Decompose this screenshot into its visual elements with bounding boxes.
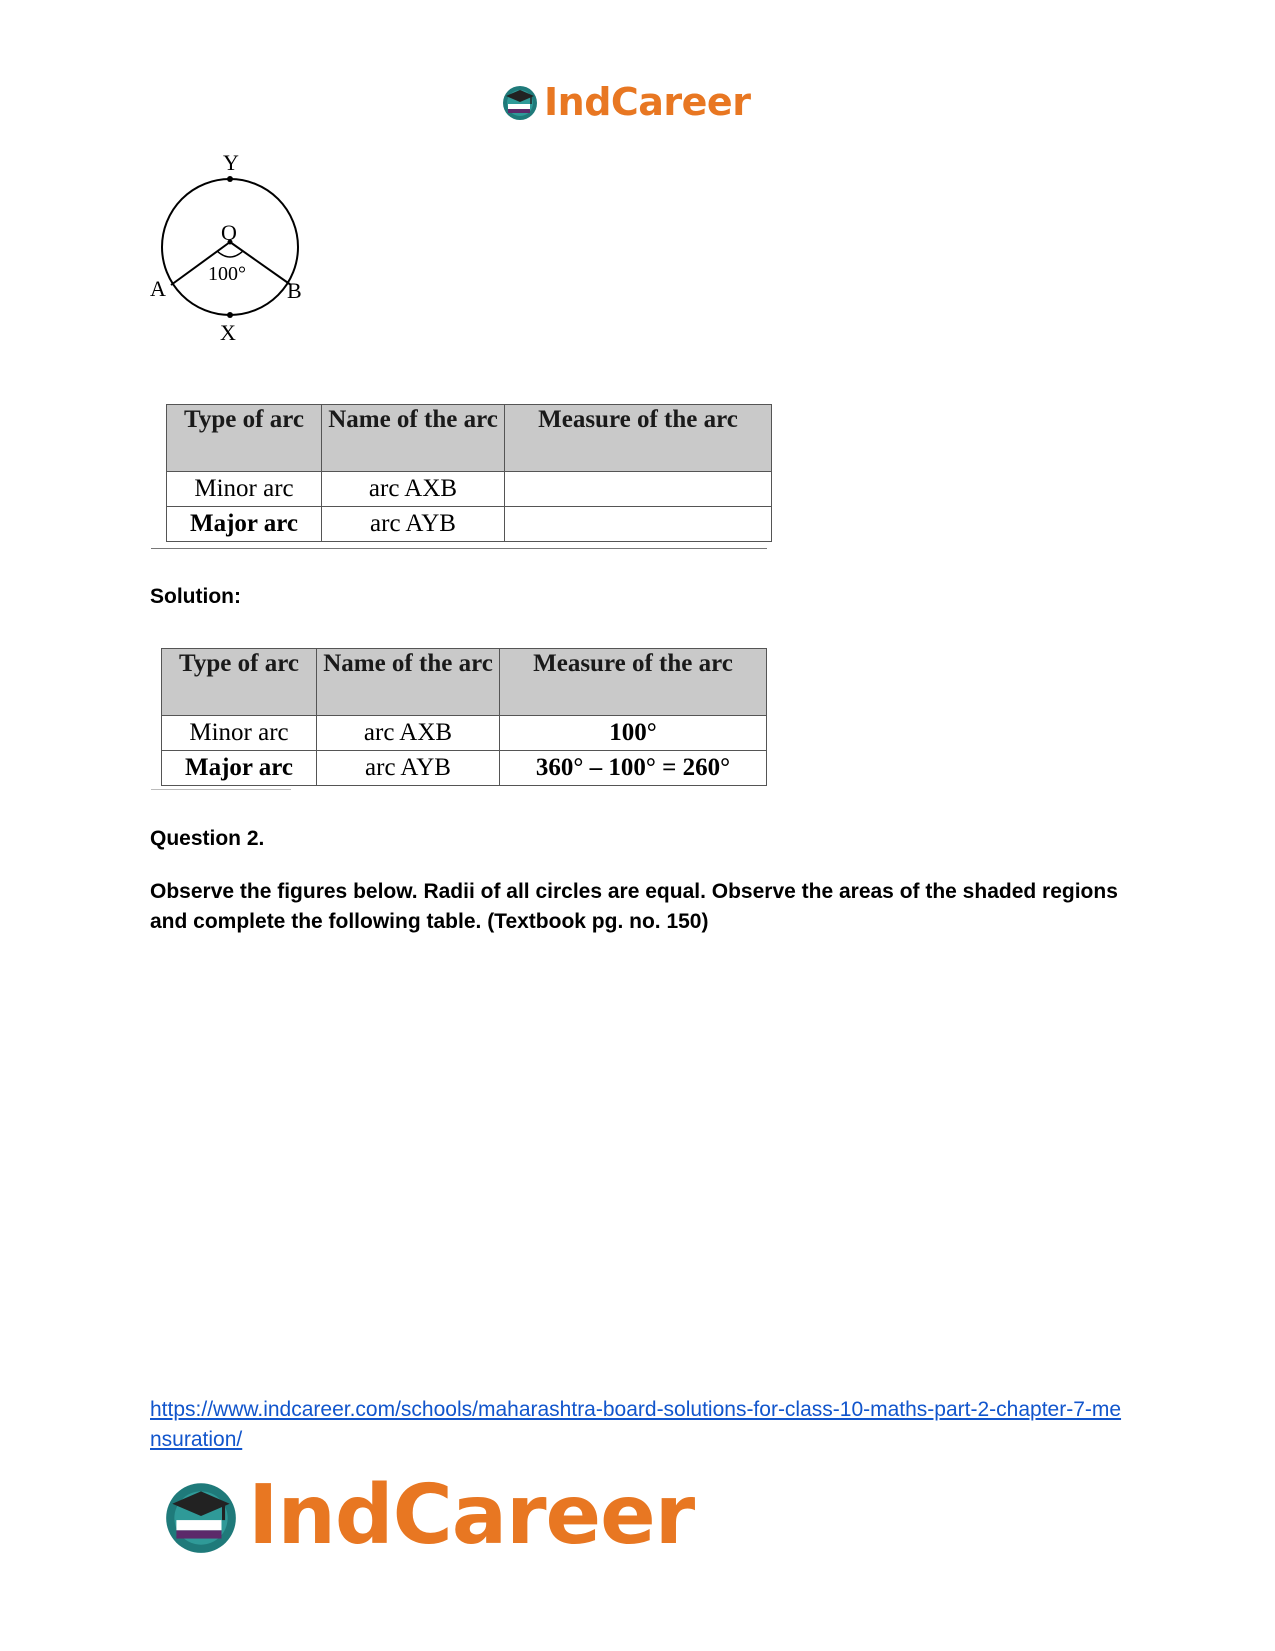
header-type: Type of arc: [167, 405, 322, 472]
logo-text: IndCareer: [544, 80, 751, 124]
cell-type: Minor arc: [162, 716, 317, 751]
cell-name: arc AYB: [317, 751, 500, 786]
table-header-row: [167, 405, 772, 472]
graduation-cap-icon: [160, 1475, 242, 1557]
label-y: Y: [223, 155, 239, 175]
label-o: O: [221, 220, 237, 245]
cell-measure: 360° – 100° = 260°: [500, 751, 767, 786]
header-logo: [500, 80, 750, 124]
question-text: Observe the figures below. Radii of all circles are equal. Observe the areas of the shaded regions and complete the following table. (Textbook pg. no. 150): [150, 880, 1118, 933]
header-measure: Measure of the arc: [505, 405, 772, 472]
logo-text: IndCareer: [248, 1468, 695, 1563]
cell-measure: [505, 507, 772, 542]
label-angle: 100°: [208, 263, 246, 285]
divider: [151, 548, 767, 549]
solution-label: Solution:: [150, 585, 241, 608]
divider: [151, 789, 291, 790]
table-row: [162, 716, 767, 751]
question-title: Question 2.: [150, 827, 265, 850]
question-arc-table: [166, 404, 772, 542]
header-type: Type of arc: [162, 649, 317, 716]
circle-diagram: [150, 155, 330, 355]
point-x: [227, 312, 233, 318]
cell-measure: [505, 472, 772, 507]
circle: [162, 179, 298, 315]
label-x: X: [220, 320, 236, 345]
header-name: Name of the arc: [322, 405, 505, 472]
cell-type: Major arc: [167, 507, 322, 542]
label-a: A: [150, 276, 166, 301]
header-measure: Measure of the arc: [500, 649, 767, 716]
table-row: [167, 472, 772, 507]
footer-logo: [160, 1468, 694, 1563]
header-name: Name of the arc: [317, 649, 500, 716]
cell-name: arc AXB: [317, 716, 500, 751]
table-row: [167, 507, 772, 542]
label-b: B: [287, 278, 302, 303]
angle-arc: [217, 251, 243, 257]
cell-name: arc AXB: [322, 472, 505, 507]
point-y: [227, 176, 233, 182]
source-link[interactable]: https://www.indcareer.com/schools/maharashtra-board-solutions-for-class-10-maths-part-2-chapter-7-mensuration/: [150, 1398, 1122, 1451]
cell-type: Minor arc: [167, 472, 322, 507]
cell-measure: 100°: [500, 716, 767, 751]
cell-type: Major arc: [162, 751, 317, 786]
table-row: [162, 751, 767, 786]
cell-name: arc AYB: [322, 507, 505, 542]
table-header-row: [162, 649, 767, 716]
solution-arc-table: [161, 648, 767, 786]
graduation-cap-icon: [500, 82, 540, 122]
